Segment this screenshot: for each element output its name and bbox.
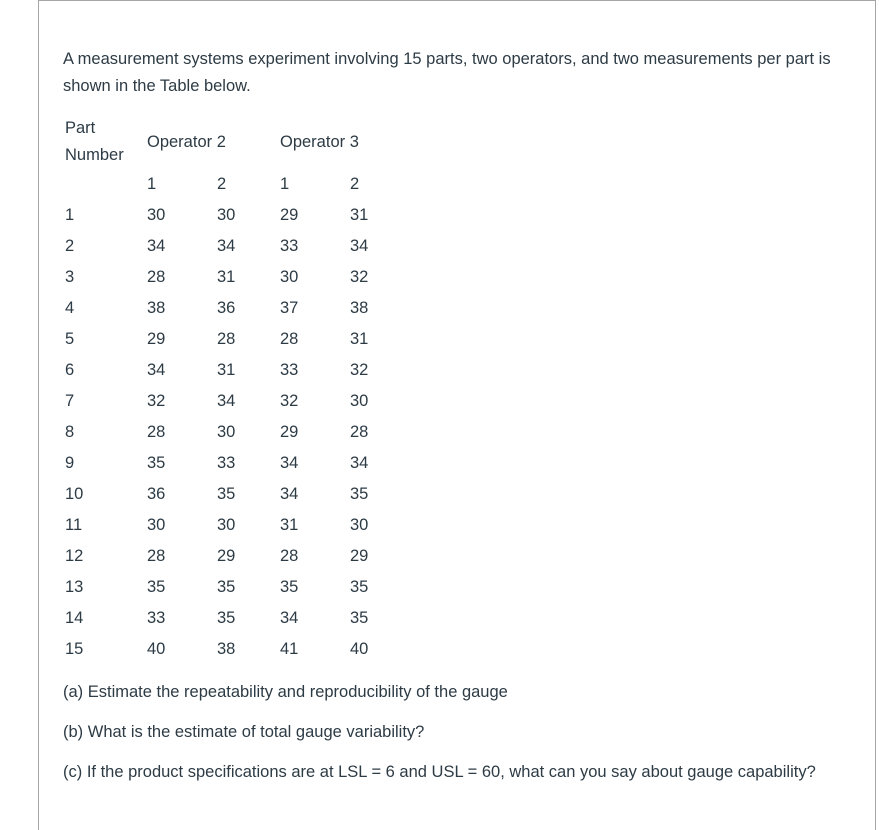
op3-measurement-1-cell: 34 bbox=[280, 454, 299, 472]
table-row bbox=[59, 479, 410, 510]
table-row bbox=[59, 572, 410, 603]
op2-measurement-2-cell: 30 bbox=[217, 423, 236, 441]
question-a: (a) Estimate the repeatability and reproducibility of the gauge bbox=[63, 683, 508, 701]
op2-measurement-2-cell: 35 bbox=[217, 485, 236, 503]
op3-measurement-1-cell: 34 bbox=[280, 609, 299, 627]
table-row bbox=[59, 293, 410, 324]
op3-measurement-1-cell: 28 bbox=[280, 547, 299, 565]
part-number-cell: 7 bbox=[65, 392, 75, 410]
op2-measurement-1-cell: 28 bbox=[147, 268, 166, 286]
subheader-blank bbox=[59, 169, 147, 200]
op3-measurement-1-cell: 41 bbox=[280, 640, 299, 658]
subheader-op3-m1: 1 bbox=[280, 175, 290, 193]
subheader-op2-m2: 2 bbox=[217, 175, 227, 193]
op2-measurement-2-cell: 33 bbox=[217, 454, 236, 472]
part-header-line2: Number bbox=[65, 146, 124, 164]
table-row bbox=[59, 386, 410, 417]
subheader-op3-m2: 2 bbox=[350, 175, 360, 193]
table-row bbox=[59, 510, 410, 541]
part-number-cell: 12 bbox=[65, 547, 84, 565]
part-number-cell: 14 bbox=[65, 609, 84, 627]
table-row bbox=[59, 603, 410, 634]
table-row bbox=[59, 541, 410, 572]
op3-measurement-1-cell: 31 bbox=[280, 516, 299, 534]
op2-measurement-2-cell: 29 bbox=[217, 547, 236, 565]
table-header-row bbox=[59, 115, 410, 169]
part-number-cell: 11 bbox=[65, 516, 83, 534]
op2-measurement-1-cell: 28 bbox=[147, 547, 166, 565]
op2-measurement-1-cell: 34 bbox=[147, 237, 166, 255]
op3-measurement-2-cell: 29 bbox=[350, 547, 369, 565]
op3-measurement-2-cell: 34 bbox=[350, 237, 369, 255]
op2-measurement-2-cell: 34 bbox=[217, 237, 236, 255]
table-row bbox=[59, 417, 410, 448]
part-number-cell: 5 bbox=[65, 330, 75, 348]
table-row bbox=[59, 324, 410, 355]
part-number-cell: 3 bbox=[65, 268, 75, 286]
op2-measurement-2-cell: 28 bbox=[217, 330, 236, 348]
op2-measurement-1-cell: 33 bbox=[147, 609, 166, 627]
op2-measurement-2-cell: 35 bbox=[217, 609, 236, 627]
op3-measurement-1-cell: 35 bbox=[280, 578, 299, 596]
op2-measurement-1-cell: 30 bbox=[147, 516, 166, 534]
part-number-cell: 15 bbox=[65, 640, 84, 658]
question-panel bbox=[38, 0, 876, 830]
op2-measurement-1-cell: 32 bbox=[147, 392, 166, 410]
op3-measurement-2-cell: 31 bbox=[350, 206, 369, 224]
part-number-cell: 4 bbox=[65, 299, 75, 317]
op3-measurement-2-cell: 35 bbox=[350, 578, 369, 596]
table-row bbox=[59, 634, 410, 665]
operator-2-header: Operator 2 bbox=[147, 132, 226, 151]
operator-3-header: Operator 3 bbox=[280, 132, 359, 151]
op3-measurement-1-cell: 28 bbox=[280, 330, 299, 348]
op2-measurement-1-cell: 34 bbox=[147, 361, 166, 379]
op3-measurement-2-cell: 32 bbox=[350, 361, 369, 379]
op3-measurement-1-cell: 32 bbox=[280, 392, 299, 410]
op3-measurement-2-cell: 31 bbox=[350, 330, 369, 348]
part-number-cell: 9 bbox=[65, 454, 75, 472]
part-number-cell: 8 bbox=[65, 423, 75, 441]
op3-measurement-2-cell: 35 bbox=[350, 485, 369, 503]
op3-measurement-1-cell: 33 bbox=[280, 237, 299, 255]
op2-measurement-2-cell: 38 bbox=[217, 640, 236, 658]
op2-measurement-1-cell: 28 bbox=[147, 423, 166, 441]
questions-list bbox=[63, 679, 853, 799]
part-number-cell: 10 bbox=[65, 485, 84, 503]
part-number-cell: 2 bbox=[65, 237, 75, 255]
question-c: (c) If the product specifications are at LSL = 6 and USL = 60, what can you say about gauge capability? bbox=[63, 763, 816, 781]
part-header-line1: Part bbox=[65, 119, 96, 137]
table-row bbox=[59, 200, 410, 231]
op3-measurement-1-cell: 29 bbox=[280, 423, 299, 441]
op2-measurement-2-cell: 30 bbox=[217, 206, 236, 224]
question-b: (b) What is the estimate of total gauge variability? bbox=[63, 723, 425, 741]
table-row bbox=[59, 231, 410, 262]
table-row bbox=[59, 262, 410, 293]
part-number-cell: 13 bbox=[65, 578, 84, 596]
op3-measurement-2-cell: 30 bbox=[350, 516, 369, 534]
intro-text: A measurement systems experiment involving 15 parts, two operators, and two measurements per part is shown in the Table below. bbox=[63, 50, 831, 95]
op2-measurement-2-cell: 36 bbox=[217, 299, 236, 317]
part-number-cell: 1 bbox=[65, 206, 75, 224]
op2-measurement-2-cell: 30 bbox=[217, 516, 236, 534]
part-number-header bbox=[59, 115, 147, 169]
op3-measurement-2-cell: 34 bbox=[350, 454, 369, 472]
op3-measurement-1-cell: 33 bbox=[280, 361, 299, 379]
op2-measurement-2-cell: 35 bbox=[217, 578, 236, 596]
op3-measurement-1-cell: 30 bbox=[280, 268, 299, 286]
table-subheader-row bbox=[59, 169, 410, 200]
op2-measurement-2-cell: 34 bbox=[217, 392, 236, 410]
op2-measurement-1-cell: 35 bbox=[147, 578, 166, 596]
op3-measurement-2-cell: 38 bbox=[350, 299, 369, 317]
op3-measurement-1-cell: 37 bbox=[280, 299, 299, 317]
op3-measurement-2-cell: 40 bbox=[350, 640, 369, 658]
op2-measurement-1-cell: 38 bbox=[147, 299, 166, 317]
table-row bbox=[59, 448, 410, 479]
op2-measurement-1-cell: 36 bbox=[147, 485, 166, 503]
op3-measurement-2-cell: 28 bbox=[350, 423, 369, 441]
table-row bbox=[59, 355, 410, 386]
op2-measurement-1-cell: 29 bbox=[147, 330, 166, 348]
part-number-cell: 6 bbox=[65, 361, 75, 379]
op2-measurement-1-cell: 30 bbox=[147, 206, 166, 224]
op2-measurement-2-cell: 31 bbox=[217, 268, 236, 286]
op3-measurement-2-cell: 35 bbox=[350, 609, 369, 627]
op3-measurement-1-cell: 29 bbox=[280, 206, 299, 224]
measurement-table bbox=[59, 115, 410, 665]
op2-measurement-1-cell: 35 bbox=[147, 454, 166, 472]
subheader-op2-m1: 1 bbox=[147, 175, 157, 193]
op3-measurement-1-cell: 34 bbox=[280, 485, 299, 503]
op3-measurement-2-cell: 30 bbox=[350, 392, 369, 410]
op2-measurement-2-cell: 31 bbox=[217, 361, 236, 379]
op2-measurement-1-cell: 40 bbox=[147, 640, 166, 658]
op3-measurement-2-cell: 32 bbox=[350, 268, 369, 286]
